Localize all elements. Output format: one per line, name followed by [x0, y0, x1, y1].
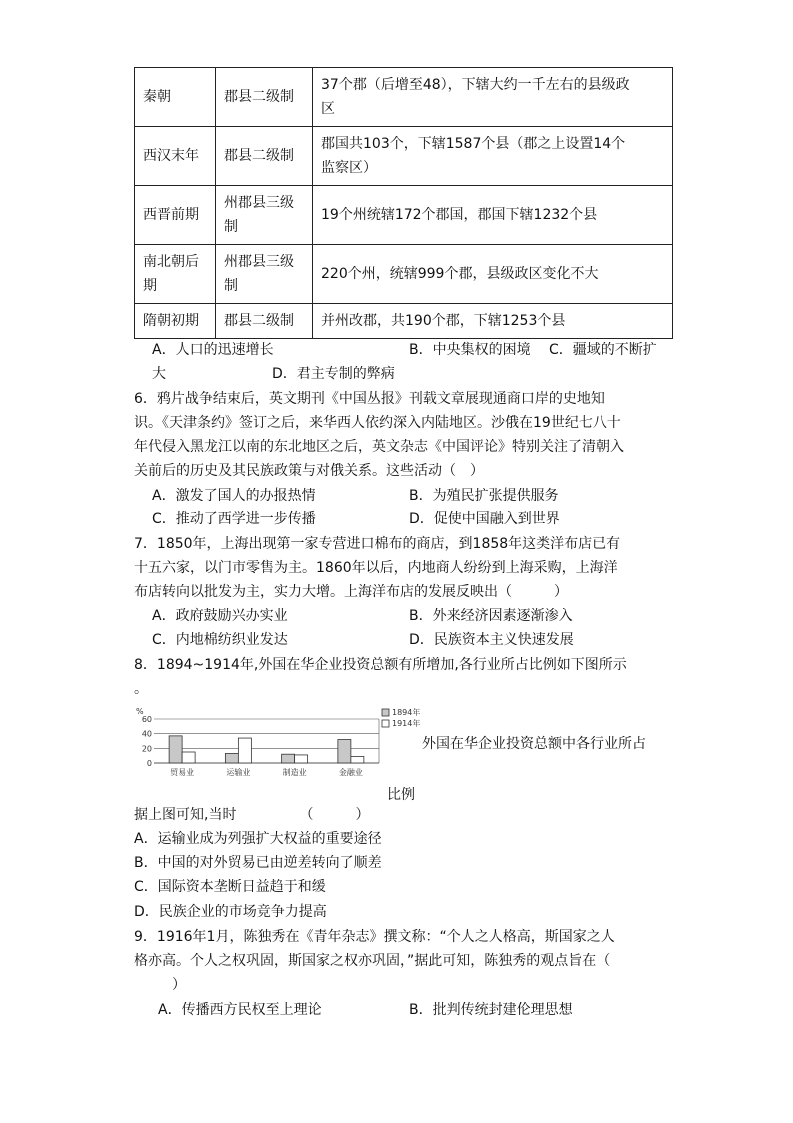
system-cell: 郡县二级制	[216, 127, 313, 186]
legend-label: 1894年	[392, 708, 421, 717]
y-tick-labels	[142, 715, 152, 768]
q8-option-c: C．国际资本垄断日益趋于和缓	[134, 879, 326, 895]
q8-stem-line: 8．1894~1914年,外国在华企业投资总额有所增加,各行业所占比例如下图所示	[134, 657, 627, 673]
system-cell: 郡县二级制	[216, 68, 313, 127]
detail-cell: 郡国共103个，下辖1587个县（郡之上设置14个 监察区）	[313, 127, 673, 186]
q7-option-d: D．民族资本主义快速发展	[409, 632, 574, 648]
table-row	[135, 186, 673, 245]
q5-option-d: D．君主专制的弊病	[272, 366, 395, 382]
bar-1914年	[351, 756, 364, 763]
q6-option-c: C．推动了西学进一步传播	[152, 511, 316, 527]
bar-1914年	[295, 755, 308, 763]
x-tick-label: 贸易业	[170, 768, 195, 777]
q5-option-a: A．人口的迅速增长	[152, 342, 274, 358]
table-row	[135, 245, 673, 304]
legend-swatch	[382, 720, 389, 727]
detail-cell: 19个州统辖172个郡国，郡国下辖1232个县	[313, 186, 673, 245]
x-tick-label: 金融业	[338, 768, 363, 777]
dynasty-cell: 秦朝	[135, 68, 216, 127]
y-tick-label: 40	[141, 729, 152, 739]
q9-option-a: A．传播西方民权至上理论	[158, 1002, 322, 1018]
q9-stem-line: ）	[172, 977, 186, 993]
q6-option-d: D．促使中国融入到世界	[409, 511, 560, 527]
q7-stem-line: 十五六家，以门市零售为主。1860年以后，内地商人纷纷到上海采购，上海洋	[134, 560, 618, 576]
q8-question: 据上图可知,当时 （ ）	[134, 807, 370, 823]
chart-caption-cont: 比例	[387, 787, 415, 803]
table-row	[135, 127, 673, 186]
bar-1894年	[282, 754, 295, 763]
investment-bar-chart	[134, 705, 424, 785]
q9-stem-line: 9．1916年1月，陈独秀在《青年杂志》撰文称：“个人之人格高，斯国家之人	[134, 929, 615, 945]
dynasty-cell: 西汉末年	[135, 127, 216, 186]
table-row	[135, 304, 673, 339]
q7-option-c: C．内地棉纺织业发达	[152, 632, 288, 648]
q7-stem-line: 布店转向以批发为主，实力大增。上海洋布店的发展反映出（ ）	[134, 584, 568, 600]
detail-cell: 并州改郡，共190个郡，下辖1253个县	[313, 304, 673, 339]
bar-1894年	[338, 740, 351, 763]
table-row	[135, 68, 673, 127]
q6-stem-line: 6．鸦片战争结束后，英文期刊《中国丛报》刊载文章展现通商口岸的史地知	[134, 391, 605, 407]
bar-chart-svg	[134, 705, 424, 785]
system-cell: 郡县二级制	[216, 304, 313, 339]
x-tick-label: 制造业	[282, 768, 307, 777]
x-tick-labels	[170, 767, 363, 777]
q7-option-b: B．外来经济因素逐渐渗入	[409, 608, 573, 624]
legend-label: 1914年	[392, 719, 421, 728]
q7-option-a: A．政府鼓励兴办实业	[152, 608, 288, 624]
q9-stem-line: 格亦高。个人之权巩固，斯国家之权亦巩固，”据此可知，陈独秀的观点旨在（	[134, 953, 611, 969]
q8-option-b: B．中国的对外贸易已由逆差转向了顺差	[134, 855, 382, 871]
bar-1894年	[169, 736, 182, 763]
y-tick-label: 20	[141, 744, 152, 754]
q6-stem-line: 识。《天津条约》签订之后，来华西人依约深入内陆地区。沙俄在19世纪七八十	[134, 415, 621, 431]
bar-1914年	[182, 752, 195, 763]
admin-divisions-table	[134, 67, 673, 339]
detail-cell: 37个郡（后增至48），下辖大约一千左右的县级政 区	[313, 68, 673, 127]
dynasty-cell: 隋朝初期	[135, 304, 216, 339]
q8-option-a: A．运输业成为列强扩大权益的重要途径	[134, 831, 382, 847]
bar-1894年	[225, 753, 238, 763]
y-tick-label: 60	[141, 715, 152, 724]
chart-caption: 外国在华企业投资总额中各行业所占	[422, 736, 646, 752]
detail-cell: 220个州，统辖999个郡，县级政区变化不大	[313, 245, 673, 304]
q5-option-c-cont: 大	[152, 366, 166, 382]
q6-stem-line: 年代侵入黑龙江以南的东北地区之后，英文杂志《中国评论》特别关注了清朝入	[134, 439, 624, 455]
system-cell: 州郡县三级 制	[216, 245, 313, 304]
dynasty-cell: 南北朝后 期	[135, 245, 216, 304]
q5-option-c: C．疆域的不断扩	[549, 342, 657, 358]
q6-option-b: B．为殖民扩张提供服务	[409, 488, 559, 504]
chart-legend	[382, 707, 420, 728]
q8-stem-line: 。	[134, 681, 148, 697]
chart-bars	[169, 736, 364, 763]
system-cell: 州郡县三级 制	[216, 186, 313, 245]
q9-option-b: B．批判传统封建伦理思想	[409, 1002, 573, 1018]
legend-swatch	[382, 709, 389, 716]
q5-option-b: B．中央集权的困境	[409, 342, 531, 358]
dynasty-cell: 西晋前期	[135, 186, 216, 245]
bar-1914年	[238, 738, 251, 763]
q7-stem-line: 7．1850年，上海出现第一家专营进口棉布的商店，到1858年这类洋布店已有	[134, 536, 621, 552]
y-tick-label: 0	[146, 759, 152, 768]
q8-option-d: D．民族企业的市场竞争力提高	[134, 904, 327, 920]
x-tick-label: 运输业	[226, 768, 251, 777]
y-axis-label: %	[136, 707, 144, 716]
q6-stem-line: 关前后的历史及其民族政策与对俄关系。这些活动（ ）	[134, 463, 484, 479]
q6-option-a: A．激发了国人的办报热情	[152, 488, 316, 504]
